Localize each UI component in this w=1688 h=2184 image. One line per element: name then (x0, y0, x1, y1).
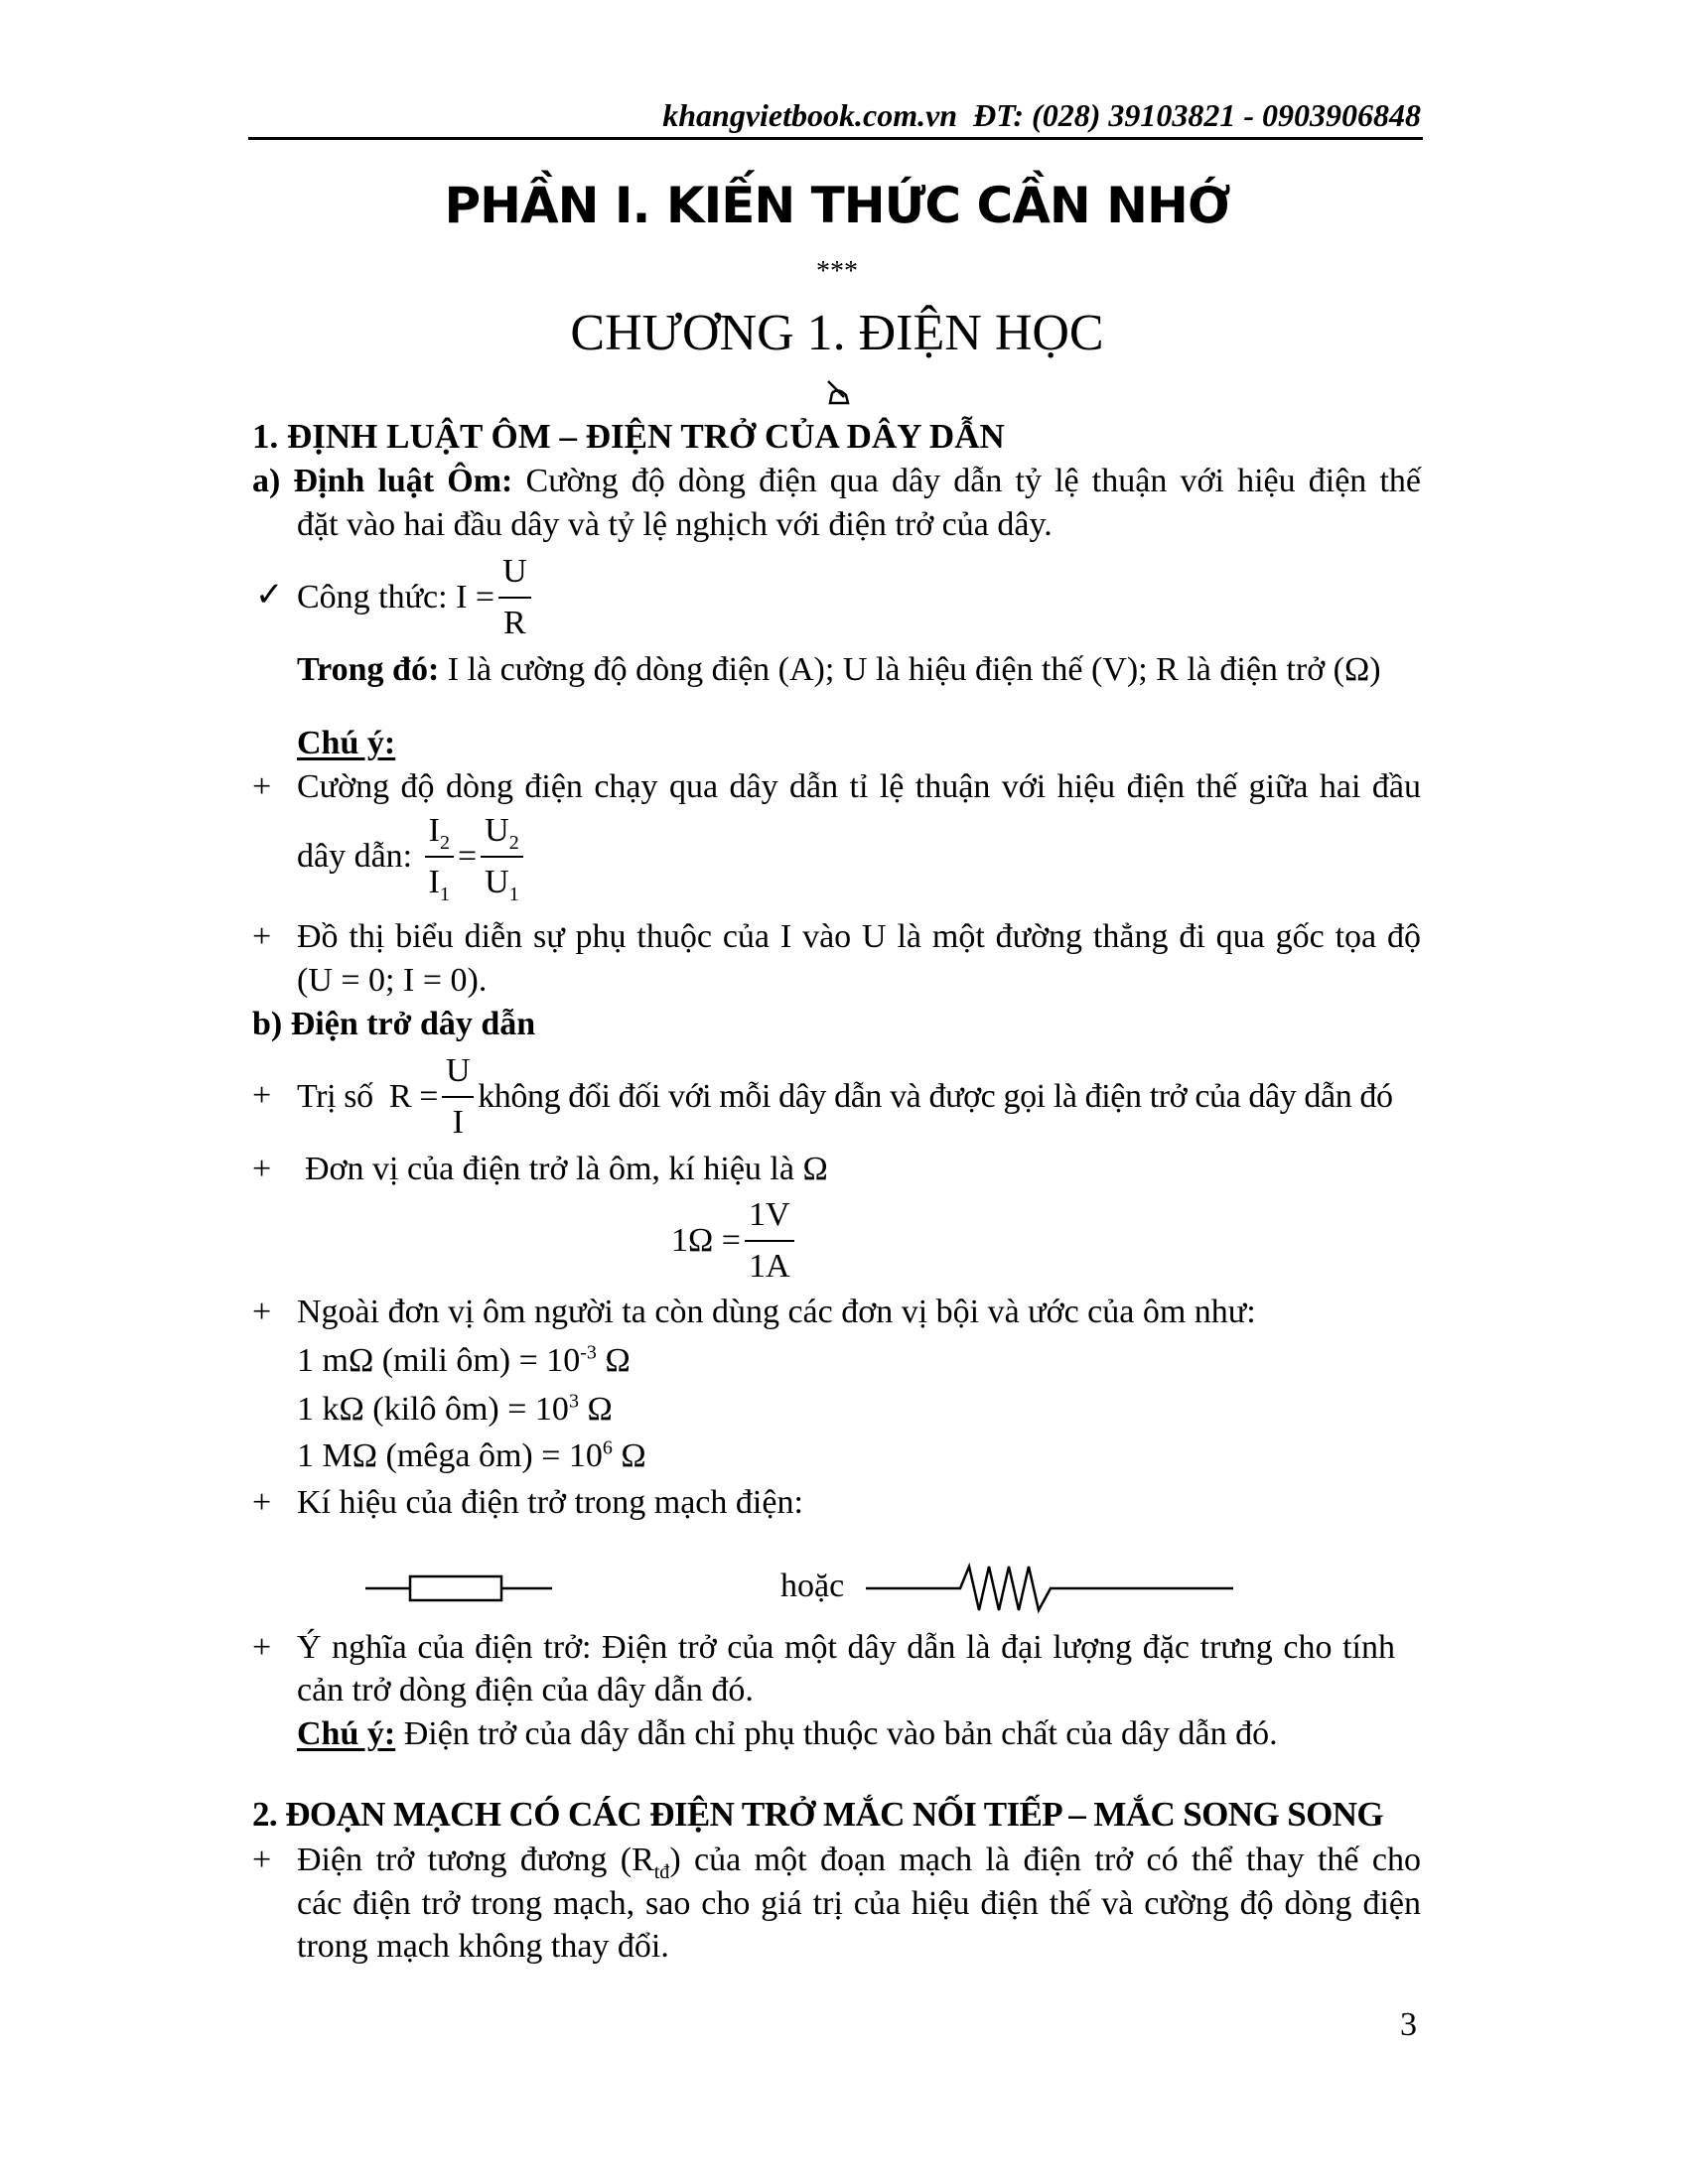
unit-text: 1 mΩ (mili ôm) = 10 (297, 1342, 581, 1379)
bullet: + (252, 1842, 272, 1878)
header-phone: ĐT: (028) 39103821 - 0903906848 (973, 97, 1421, 133)
unit-kiloohm (297, 1390, 613, 1430)
formula-lhs: I = (456, 579, 495, 615)
part-title: PHẦN I. KIẾN THỨC CẦN NHỚ (444, 177, 1230, 234)
header-website: khangvietbook.com.vn (662, 97, 958, 133)
resistor-zigzag-symbol (866, 1563, 1233, 1619)
unit-milliohm (297, 1341, 631, 1381)
unit-text: 1 kΩ (kilô ôm) = 10 (297, 1391, 569, 1428)
ohm-unit-formula (671, 1196, 798, 1286)
resistor-box-symbol (365, 1569, 554, 1613)
note-1-line-1: Cường độ dòng điện chạy qua dây dẫn tỉ lệ thuận với hiệu điện thế giữa hai đầu (297, 768, 1421, 805)
ohm-formula (297, 553, 535, 642)
ohm-unit-line: Đơn vị của điện trở là ôm, kí hiệu là Ω (305, 1151, 828, 1187)
or-text: hoặc (780, 1568, 845, 1604)
sub: 1 (508, 883, 519, 905)
numerator: 1V (745, 1198, 794, 1242)
bullet: + (252, 918, 272, 955)
denominator: 1A (748, 1248, 790, 1285)
where-text: I là cường độ dòng điện (A); U là hiệu điện thế (V); R là điện trở (Ω) (447, 651, 1381, 688)
where-line (297, 650, 1381, 690)
formula-label: Công thức: (297, 579, 448, 615)
note-label: Chú ý: (297, 725, 396, 761)
denominator: I (452, 1104, 464, 1141)
fraction-u-over-i (442, 1054, 474, 1140)
section-1-heading: 1. ĐỊNH LUẬT ÔM – ĐIỆN TRỞ CỦA DÂY DẪN (252, 417, 1005, 456)
fraction-1v-over-1a (745, 1198, 794, 1284)
bullet: + (252, 1294, 272, 1330)
u1: U (485, 864, 509, 900)
where-label: Trong đó: (297, 651, 440, 688)
exponent: 6 (602, 1436, 613, 1459)
r-formula-suffix: không đổi đối với mỗi dây dẫn và được gọi là điện trở của dây dẫn đó (478, 1078, 1393, 1115)
denominator: R (503, 605, 526, 641)
sub: 2 (508, 831, 519, 854)
note-2-line-1: Đồ thị biểu diễn sự phụ thuộc của I vào U là một đường thẳng đi qua gốc tọa độ (297, 918, 1421, 955)
pen-icon (824, 379, 854, 412)
note-2-line-2: (U = 0; I = 0). (297, 962, 488, 999)
note-1-label: dây dẫn: (297, 838, 413, 875)
numerator: U (442, 1054, 474, 1098)
subscript: tđ (653, 1860, 670, 1883)
text: Điện trở tương đương (R (297, 1842, 654, 1878)
multiples-line: Ngoài đơn vị ôm người ta còn dùng các đơn vị bội và ước của ôm như: (297, 1294, 1256, 1330)
equivalent-resistance-line-2: các điện trở trong mạch, sao cho giá trị của hiệu điện thế và cường độ dòng điện (297, 1885, 1421, 1922)
section-2-heading: 2. ĐOẠN MẠCH CÓ CÁC ĐIỆN TRỞ MẮC NỐI TIẾP – MẮC SONG SONG (252, 1795, 1384, 1834)
sub: 2 (439, 831, 450, 854)
ohm-law-line-2: đặt vào hai đầu dây và tỷ lệ nghịch với điện trở của dây. (297, 506, 1053, 543)
chapter-title: CHƯƠNG 1. ĐIỆN HỌC (570, 305, 1104, 361)
page-number: 3 (1400, 2006, 1417, 2043)
r-formula-prefix: Trị số R = (297, 1078, 439, 1115)
note-1-line-2 (297, 812, 527, 905)
ohm-law-line-1 (252, 462, 1421, 501)
sub: 1 (439, 883, 450, 905)
ohm-law-label: a) Định luật Ôm: (252, 463, 513, 499)
numerator: U (498, 555, 531, 599)
note-text: Điện trở của dây dẫn chỉ phụ thuộc vào bản chất của dây dẫn đó. (395, 1715, 1278, 1752)
text: ) của một đoạn mạch là điện trở có thể thay thế cho (669, 1842, 1421, 1878)
ohm-law-text: Cường độ dòng điện qua dây dẫn tỷ lệ thuận với hiệu điện thế (525, 463, 1421, 499)
i1: I (428, 864, 440, 900)
equals: = (457, 838, 478, 875)
note-label: Chú ý: (297, 1715, 396, 1752)
equivalent-resistance-line-3: trong mạch không thay đổi. (297, 1928, 669, 1965)
u2: U (485, 812, 509, 849)
unit-symbol: Ω (578, 1391, 613, 1428)
unit-symbol: Ω (612, 1437, 646, 1474)
unit-text: 1 MΩ (mêga ôm) = 10 (297, 1437, 603, 1474)
bullet: + (252, 1077, 272, 1114)
separator: *** (816, 256, 858, 287)
meaning-line-2: cản trở dòng điện của dây dẫn đó. (297, 1672, 754, 1708)
bullet: + (252, 1484, 272, 1521)
symbol-line: Kí hiệu của điện trở trong mạch điện: (297, 1484, 803, 1521)
page-header (662, 97, 1421, 134)
fraction-i2-over-i1 (425, 812, 454, 905)
fraction-u-over-r (498, 555, 531, 640)
resistance-heading: b) Điện trở dây dẫn (252, 1006, 536, 1042)
bullet: + (252, 768, 272, 805)
exponent: 3 (568, 1390, 579, 1413)
meaning-note (297, 1714, 1278, 1754)
unit-megaohm (297, 1436, 646, 1476)
bullet: + (252, 1151, 272, 1187)
bullet: + (252, 1629, 272, 1666)
meaning-line-1: Ý nghĩa của điện trở: Điện trở của một dây dẫn là đại lượng đặc trưng cho tính (297, 1629, 1395, 1666)
unit-symbol: Ω (596, 1342, 631, 1379)
check-mark-icon: ✓ (255, 577, 284, 614)
i2: I (428, 812, 440, 849)
fraction-u2-over-u1 (481, 812, 523, 905)
resistance-formula-line (297, 1052, 1393, 1142)
equivalent-resistance-line-1 (297, 1841, 1421, 1883)
header-rule (248, 137, 1423, 140)
unit-lhs: 1Ω = (671, 1222, 741, 1259)
exponent: -3 (580, 1341, 597, 1364)
